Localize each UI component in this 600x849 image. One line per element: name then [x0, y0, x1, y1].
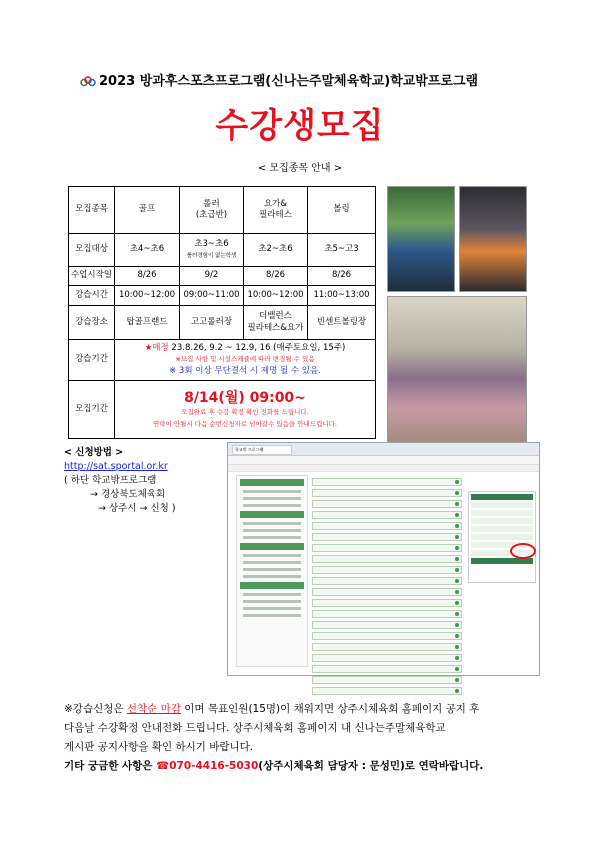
row-label: 강습장소	[69, 306, 115, 340]
table-row-time	[69, 286, 376, 306]
apply-heading: < 신청방법 >	[64, 447, 124, 458]
apply-url-link[interactable]: http://sat.sportal.or.kr	[64, 461, 168, 472]
apply-step-2: → 경상북도체육회	[90, 489, 166, 500]
table-cell: 8/26	[115, 267, 180, 286]
table-row-target	[69, 234, 376, 267]
apply-step-1: ( 하단 학교밖프로그램	[64, 475, 157, 486]
table-cell: 고고롤러장	[180, 306, 244, 340]
main-title: 수강생모집	[215, 106, 385, 146]
table-row-place	[69, 306, 376, 340]
browser-tabbar	[228, 443, 539, 456]
bowling-photo	[459, 186, 527, 292]
yoga-photo	[387, 296, 527, 446]
program-header	[80, 70, 560, 89]
row-label: 강습기간	[69, 340, 115, 381]
table-cell: 초3~초6 롤러경험이 없는학생	[180, 234, 244, 267]
cell-golf: 골프	[115, 187, 180, 234]
row-label: 모집종목	[69, 187, 115, 234]
period-cell: ★매정 23.8.26, 9.2 ~ 12.9, 16 (매주토요일, 15주) ※모집 사항 및 시설스케쥴에 따라 변경될 수 있음 ※ 3회 이상 무단결석 시 제명 될 수 있음.	[115, 340, 376, 381]
table-cell: 8/26	[308, 267, 376, 286]
address-bar	[228, 456, 539, 465]
header-title: 2023 방과후스포츠프로그램(신나는주말체육학교)학교밖프로그램	[99, 74, 479, 89]
table-cell: 10:00~12:00	[244, 286, 308, 306]
table-row-period	[69, 340, 376, 381]
golf-photo	[387, 186, 455, 292]
site-sidebar	[236, 475, 308, 667]
table-row-recruit	[69, 381, 376, 439]
table-row-start	[69, 267, 376, 286]
phone-number: ☎070-4416-5030	[156, 760, 259, 772]
table-cell: 9/2	[180, 267, 244, 286]
website-screenshot	[227, 442, 540, 676]
note-line-3: 게시판 공지사항을 확인 하시기 바랍니다.	[64, 741, 254, 753]
highlight-circle	[510, 543, 536, 559]
row-label: 수업시작일	[69, 267, 115, 286]
cell-bowling: 볼링	[308, 187, 376, 234]
bookmarks-bar	[228, 465, 539, 472]
recruit-cell: 8/14(월) 09:00~ 모집완료 후 수강 확정 확인 전화를 드립니다. 연락이 안될시 다음 순번신청자로 넘어갈수 있음을 안내드립니다.	[115, 381, 376, 439]
section-subtitle: < 모집종목 안내 >	[257, 163, 343, 174]
table-cell: 탑골프랜드	[115, 306, 180, 340]
logo-icon	[80, 76, 96, 87]
table-cell: 11:00~13:00	[308, 286, 376, 306]
table-cell: 초4~초6	[115, 234, 180, 267]
apply-method	[64, 446, 176, 516]
row-label: 강습시간	[69, 286, 115, 306]
table-cell: 10:00~12:00	[115, 286, 180, 306]
cell-roller: 롤러 (초급반)	[180, 187, 244, 234]
apply-step-3: → 상주시 → 신청 )	[98, 503, 176, 514]
table-row-sports	[69, 187, 376, 234]
table-cell: 8/26	[244, 267, 308, 286]
browser-tab: 학교밖 프로그램	[232, 445, 292, 455]
region-list	[312, 475, 462, 671]
note-line-4: 기타 궁금한 사항은 ☎070-4416-5030(상주시체육회 담당자 : 문성민)로 연락바랍니다.	[64, 760, 484, 772]
table-cell: 09:00~11:00	[180, 286, 244, 306]
row-label: 모집기간	[69, 381, 115, 439]
table-cell: 초2~초6	[244, 234, 308, 267]
cell-yoga: 요가& 필라테스	[244, 187, 308, 234]
table-cell: 초5~고3	[308, 234, 376, 267]
note-line-2: 다음날 수강확정 안내전화 드립니다. 상주시체육회 홈페이지 내 신나는주말체육학교	[64, 722, 446, 734]
note-line-1: ※강습신청은 선착순 마감 이며 목표인원(15명)이 채워지면 상주시체육회 홈페이지 공지 후	[64, 703, 480, 715]
program-detail-panel	[468, 491, 536, 583]
row-label: 모집대상	[69, 234, 115, 267]
notes	[64, 700, 554, 776]
info-table	[68, 186, 376, 439]
table-cell: 더밸런스 필라테스&요가	[244, 306, 308, 340]
table-cell: 빈센트볼링장	[308, 306, 376, 340]
